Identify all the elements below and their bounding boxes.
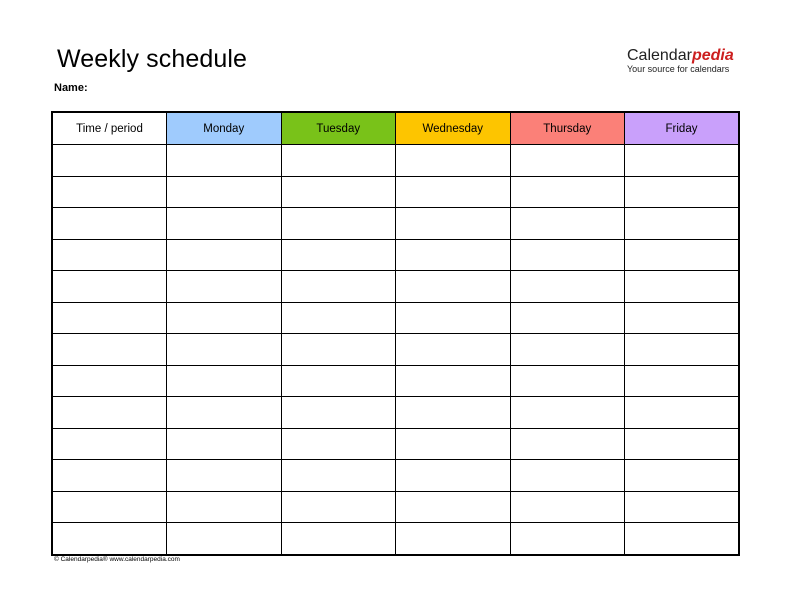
schedule-cell[interactable] bbox=[510, 239, 625, 271]
schedule-cell[interactable] bbox=[167, 239, 282, 271]
schedule-cell[interactable] bbox=[281, 334, 396, 366]
table-row bbox=[52, 302, 739, 334]
schedule-cell[interactable] bbox=[396, 460, 511, 492]
schedule-cell[interactable] bbox=[396, 397, 511, 429]
schedule-cell[interactable] bbox=[625, 365, 740, 397]
schedule-cell[interactable] bbox=[510, 145, 625, 177]
schedule-cell[interactable] bbox=[281, 491, 396, 523]
schedule-cell[interactable] bbox=[281, 397, 396, 429]
schedule-body bbox=[52, 145, 739, 556]
schedule-cell[interactable] bbox=[625, 302, 740, 334]
column-header-thursday: Thursday bbox=[510, 112, 625, 145]
schedule-cell[interactable] bbox=[396, 271, 511, 303]
schedule-cell[interactable] bbox=[52, 271, 167, 303]
schedule-cell[interactable] bbox=[396, 239, 511, 271]
schedule-cell[interactable] bbox=[167, 208, 282, 240]
table-row bbox=[52, 491, 739, 523]
schedule-cell[interactable] bbox=[52, 176, 167, 208]
schedule-cell[interactable] bbox=[396, 523, 511, 555]
column-header-monday: Monday bbox=[167, 112, 282, 145]
schedule-cell[interactable] bbox=[625, 491, 740, 523]
table-row bbox=[52, 334, 739, 366]
schedule-cell[interactable] bbox=[510, 428, 625, 460]
table-row bbox=[52, 271, 739, 303]
schedule-cell[interactable] bbox=[510, 460, 625, 492]
logo-brand-part1: Calendar bbox=[627, 47, 692, 64]
footer-copyright: © Calendarpedia® www.calendarpedia.com bbox=[54, 556, 180, 563]
schedule-cell[interactable] bbox=[52, 208, 167, 240]
schedule-cell[interactable] bbox=[510, 176, 625, 208]
schedule-cell[interactable] bbox=[396, 365, 511, 397]
schedule-cell[interactable] bbox=[510, 271, 625, 303]
schedule-cell[interactable] bbox=[510, 302, 625, 334]
table-row bbox=[52, 460, 739, 492]
schedule-cell[interactable] bbox=[510, 491, 625, 523]
schedule-cell[interactable] bbox=[396, 491, 511, 523]
schedule-cell[interactable] bbox=[510, 523, 625, 555]
schedule-cell[interactable] bbox=[281, 208, 396, 240]
schedule-cell[interactable] bbox=[52, 460, 167, 492]
schedule-cell[interactable] bbox=[625, 523, 740, 555]
table-row bbox=[52, 397, 739, 429]
table-row bbox=[52, 145, 739, 177]
schedule-cell[interactable] bbox=[510, 365, 625, 397]
schedule-cell[interactable] bbox=[396, 208, 511, 240]
schedule-cell[interactable] bbox=[52, 428, 167, 460]
schedule-cell[interactable] bbox=[625, 397, 740, 429]
schedule-cell[interactable] bbox=[167, 271, 282, 303]
schedule-cell[interactable] bbox=[167, 176, 282, 208]
schedule-cell[interactable] bbox=[625, 145, 740, 177]
table-row bbox=[52, 176, 739, 208]
schedule-cell[interactable] bbox=[52, 491, 167, 523]
schedule-cell[interactable] bbox=[167, 145, 282, 177]
schedule-cell[interactable] bbox=[510, 334, 625, 366]
header-row bbox=[52, 112, 739, 145]
schedule-cell[interactable] bbox=[281, 302, 396, 334]
schedule-cell[interactable] bbox=[167, 523, 282, 555]
schedule-cell[interactable] bbox=[396, 176, 511, 208]
schedule-cell[interactable] bbox=[510, 397, 625, 429]
schedule-cell[interactable] bbox=[396, 428, 511, 460]
calendarpedia-logo bbox=[627, 47, 757, 74]
table-row bbox=[52, 428, 739, 460]
schedule-cell[interactable] bbox=[52, 145, 167, 177]
schedule-cell[interactable] bbox=[167, 334, 282, 366]
schedule-cell[interactable] bbox=[281, 145, 396, 177]
logo-brand-part2: pedia bbox=[691, 47, 734, 64]
schedule-cell[interactable] bbox=[625, 271, 740, 303]
schedule-cell[interactable] bbox=[396, 302, 511, 334]
column-header-time-period: Time / period bbox=[52, 112, 167, 145]
schedule-cell[interactable] bbox=[625, 208, 740, 240]
name-label: Name: bbox=[54, 82, 88, 94]
schedule-cell[interactable] bbox=[167, 491, 282, 523]
schedule-cell[interactable] bbox=[396, 334, 511, 366]
schedule-cell[interactable] bbox=[625, 176, 740, 208]
schedule-cell[interactable] bbox=[281, 460, 396, 492]
table-row bbox=[52, 239, 739, 271]
schedule-cell[interactable] bbox=[167, 460, 282, 492]
logo-wordmark bbox=[627, 47, 757, 64]
column-header-friday: Friday bbox=[625, 112, 740, 145]
schedule-cell[interactable] bbox=[52, 523, 167, 555]
schedule-cell[interactable] bbox=[281, 365, 396, 397]
schedule-cell[interactable] bbox=[52, 334, 167, 366]
page-title: Weekly schedule bbox=[57, 45, 248, 73]
schedule-cell[interactable] bbox=[281, 239, 396, 271]
schedule-cell[interactable] bbox=[167, 365, 282, 397]
schedule-cell[interactable] bbox=[281, 271, 396, 303]
logo-tagline: Your source for calendars bbox=[627, 64, 730, 74]
schedule-cell[interactable] bbox=[625, 239, 740, 271]
column-header-tuesday: Tuesday bbox=[281, 112, 396, 145]
table-row bbox=[52, 523, 739, 555]
schedule-cell[interactable] bbox=[625, 460, 740, 492]
table-row bbox=[52, 208, 739, 240]
schedule-cell[interactable] bbox=[52, 239, 167, 271]
schedule-cell[interactable] bbox=[52, 397, 167, 429]
schedule-cell[interactable] bbox=[281, 176, 396, 208]
schedule-table bbox=[51, 111, 740, 556]
table-row bbox=[52, 365, 739, 397]
schedule-cell[interactable] bbox=[52, 365, 167, 397]
schedule-cell[interactable] bbox=[510, 208, 625, 240]
column-header-wednesday: Wednesday bbox=[396, 112, 511, 145]
schedule-cell[interactable] bbox=[281, 523, 396, 555]
schedule-cell[interactable] bbox=[167, 428, 282, 460]
schedule-cell[interactable] bbox=[167, 302, 282, 334]
schedule-cell[interactable] bbox=[625, 334, 740, 366]
schedule-cell[interactable] bbox=[396, 145, 511, 177]
schedule-cell[interactable] bbox=[281, 428, 396, 460]
schedule-cell[interactable] bbox=[52, 302, 167, 334]
schedule-cell[interactable] bbox=[625, 428, 740, 460]
schedule-cell[interactable] bbox=[167, 397, 282, 429]
